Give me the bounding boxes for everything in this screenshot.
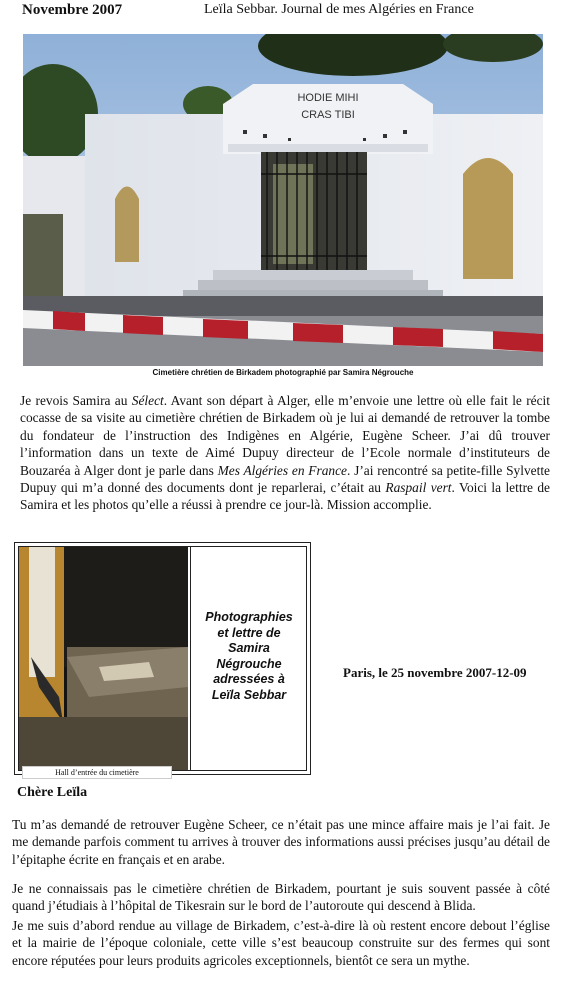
box-line: et lettre de [217, 625, 281, 640]
letter-paragraph-3: Je me suis d’abord rendue au village de Birkadem, c’est-à-dire là où restent encore debout l’église et la mairie de l’époque coloniale, cette ville s’est beaucoup construite sur des fermes qui sont encore réputées pour leurs produits agricoles exceptionnels, bientôt ce sera un mythe. [12, 918, 550, 968]
intro-cafe-raspail: Raspail vert [385, 480, 452, 496]
cemetery-gate-illustration [23, 34, 543, 366]
letter-paragraph-2: Je ne connaissais pas le cimetière chrétien de Birkadem, pourtant je suis souvent passée à côté quand j’étudiais à l’hôpital de Tikesrain sur le bord de l’autoroute qui descend à Blida. [12, 881, 550, 914]
box-line: Négrouche [216, 656, 282, 671]
header-date: Novembre 2007 [22, 2, 123, 18]
intro-text-2: . Avant son départ à Alger, elle m’envoie une lettre où elle fait le récit cocasse de sa visite au cimetière chrétien de Birkadem où je lui ai demandé de retrouver la tombe du fondateur de l’instruction des Indigènes en Algérie, Eugène Scheer. J’ai dû trouver l’information dans un texte de Aimé Dupuy directeur de l’Ecole normale d’instituteurs de Bouzaréa à Alger dont je parle dans [20, 393, 550, 478]
header-title: Leïla Sebbar. Journal de mes Algéries en France [204, 2, 474, 17]
letter-paragraph-1: Tu m’as demandé de retrouver Eugène Scheer, ce n’était pas une mince affaire mais je l’ai fait. Je me demande parfois comment tu arrives à trouver des informations aussi précises jusqu’au détail de l’épitaphe écrite en français et en arabe. [12, 817, 550, 867]
box-line: Samira [228, 641, 270, 655]
gate-inscription-1: HODIE MIHI [297, 92, 359, 104]
intro-text-1: Je revois Samira au [20, 393, 132, 408]
top-photo-caption: Cimetière chrétien de Birkadem photographié par Samira Négrouche [152, 368, 414, 377]
cemetery-hall-illustration [19, 547, 188, 770]
intro-text-4: . Voici la lettre de Samira et les photos qu’elle a réussi à prendre ce jour-là. Mission accomplie. [20, 480, 550, 513]
hall-photo-caption: Hall d’entrée du cimetière [22, 766, 172, 779]
intro-paragraph [20, 392, 550, 514]
cemetery-hall-photo [19, 547, 188, 770]
intro-cafe-select: Sélect [131, 393, 164, 408]
cemetery-gate-photo [23, 34, 543, 366]
gate-inscription-2: CRAS TIBI [301, 109, 355, 121]
intro-text-3: . J’ai rencontré sa petite-fille Sylvette Dupuy qui m’a donné des documents dont je reparlerai, c’était au [20, 462, 550, 496]
box-line: Leïla Sebbar [211, 687, 287, 702]
letter-salutation: Chère Leïla [17, 785, 88, 800]
box-line: adressées à [213, 672, 285, 686]
letter-dateline: Paris, le 25 novembre 2007-12-09 [343, 665, 527, 680]
photo-box-title [192, 610, 306, 703]
intro-book-title: Mes Algéries en France [217, 462, 347, 478]
photo-box-divider [190, 546, 191, 771]
box-line: Photographies [205, 610, 293, 624]
